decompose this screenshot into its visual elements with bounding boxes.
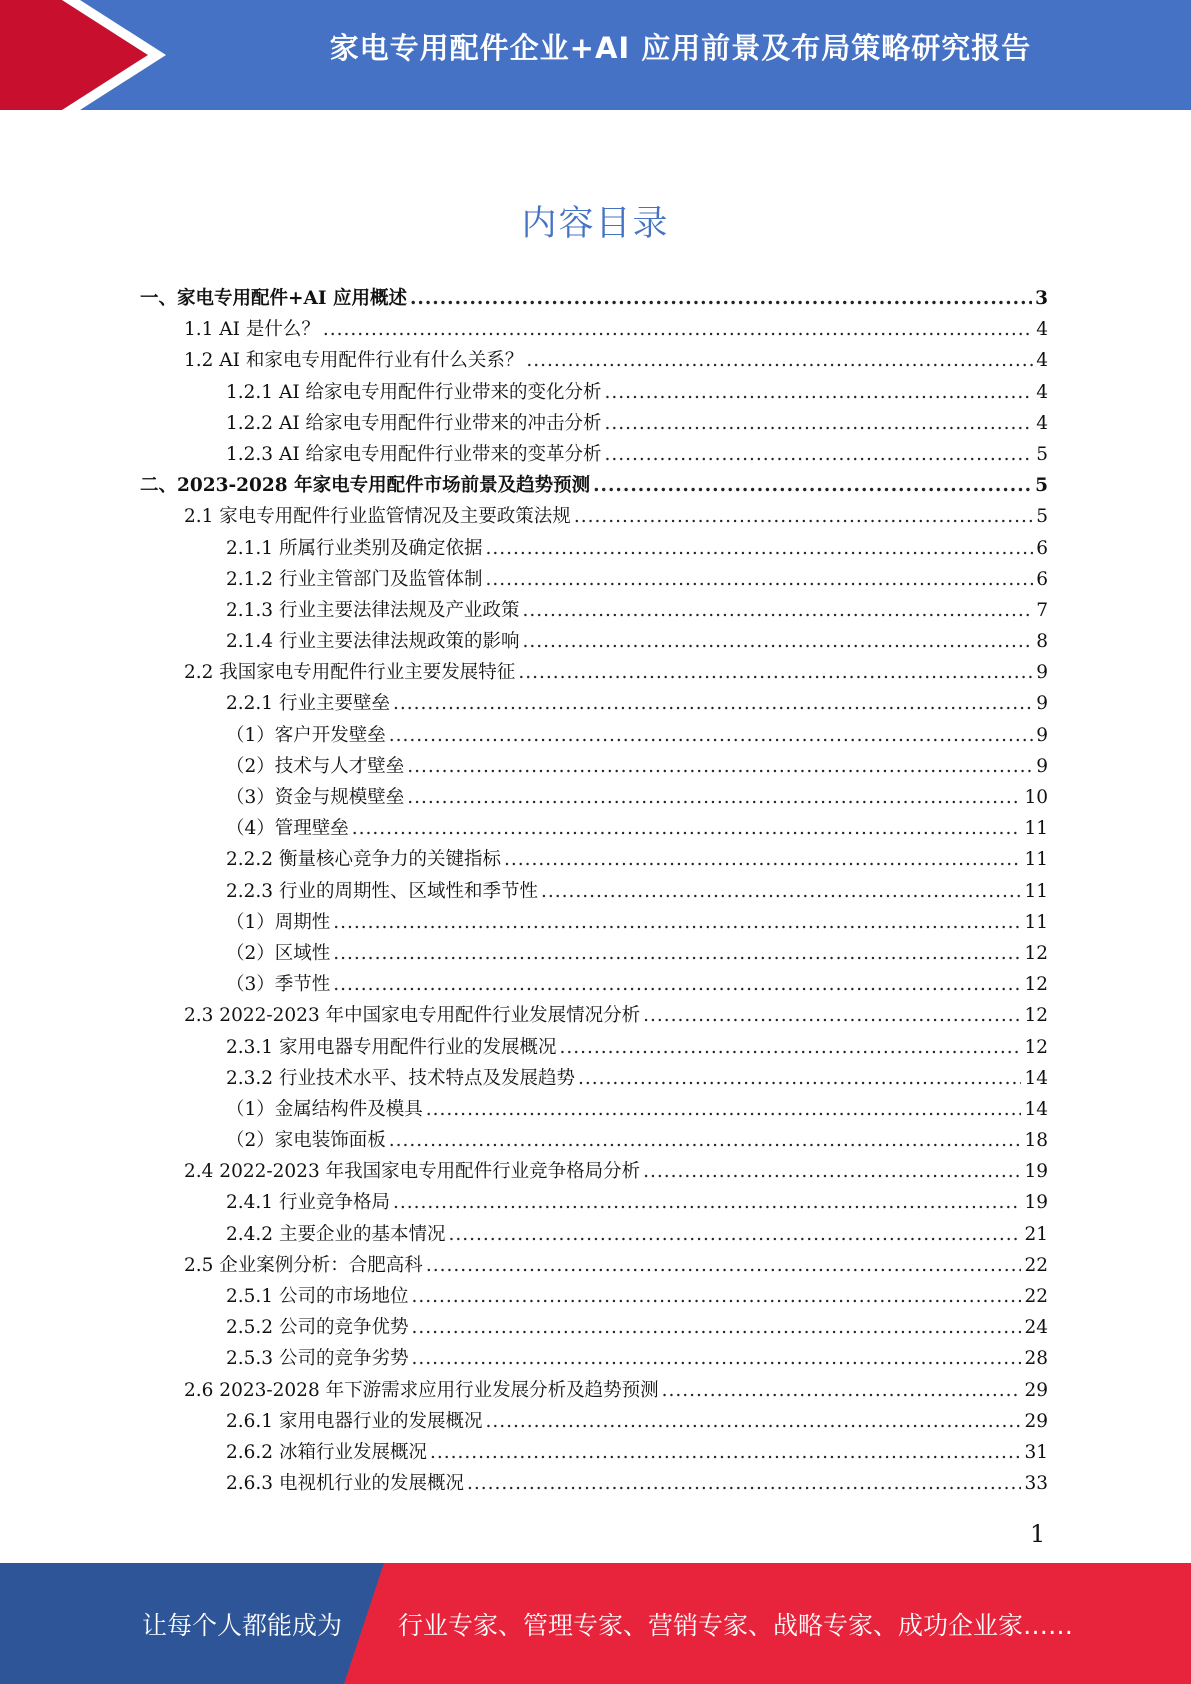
toc-entry-page: 19 xyxy=(1024,1161,1048,1183)
toc-dot-leader xyxy=(389,1130,1022,1151)
toc-entry[interactable] xyxy=(140,1033,1048,1064)
toc-dot-leader xyxy=(605,444,1034,465)
toc-entry[interactable] xyxy=(140,1251,1048,1282)
toc-entry-title: （4）管理壁垒 xyxy=(226,818,349,840)
toc-entry-title: 2.5 企业案例分析：合肥高科 xyxy=(184,1254,423,1276)
toc-entry-title: （1）周期性 xyxy=(226,911,331,933)
report-title: 家电专用配件企业+AI 应用前景及布局策略研究报告 xyxy=(329,31,1032,65)
toc-entry-page: 5 xyxy=(1036,443,1048,465)
toc-dot-leader xyxy=(541,881,1021,902)
toc-entry-title: 二、2023-2028 年家电专用配件市场前景及趋势预测 xyxy=(140,475,591,497)
toc-entry-page: 9 xyxy=(1036,662,1048,684)
toc-entry-title: 1.2 AI 和家电专用配件行业有什么关系？ xyxy=(184,350,524,372)
toc-dot-leader xyxy=(526,350,1033,371)
toc-entry[interactable] xyxy=(140,440,1048,471)
toc-dot-leader xyxy=(574,506,1033,527)
toc-entry[interactable] xyxy=(140,471,1048,502)
toc-entry-page: 11 xyxy=(1024,911,1048,933)
toc-entry-page: 9 xyxy=(1036,755,1048,777)
toc-entry[interactable] xyxy=(140,1064,1048,1095)
toc-entry-page: 4 xyxy=(1036,319,1048,341)
toc-dot-leader xyxy=(522,600,1033,621)
toc-entry-title: 2.4.2 主要企业的基本情况 xyxy=(226,1223,446,1245)
toc-entry-page: 5 xyxy=(1036,506,1048,528)
toc-dot-leader xyxy=(333,912,1021,933)
toc-entry-title: 2.2.2 衡量核心竞争力的关键指标 xyxy=(226,849,501,871)
toc-entry-title: 2.6.1 家用电器行业的发展概况 xyxy=(226,1410,483,1432)
toc-entry-title: 2.3.2 行业技术水平、技术特点及发展趋势 xyxy=(226,1067,575,1089)
toc-entry-title: 2.1.1 所属行业类别及确定依据 xyxy=(226,537,483,559)
toc-dot-leader xyxy=(411,1317,1021,1338)
toc-entry-page: 11 xyxy=(1024,849,1048,871)
toc-dot-leader xyxy=(485,1411,1021,1432)
toc-entry-page: 4 xyxy=(1036,412,1048,434)
toc-entry-page: 22 xyxy=(1024,1254,1048,1276)
toc-entry-page: 4 xyxy=(1036,381,1048,403)
toc-entry-page: 9 xyxy=(1036,693,1048,715)
toc-entry-page: 12 xyxy=(1024,1005,1048,1027)
toc-entry[interactable] xyxy=(140,1376,1048,1407)
toc-entry-page: 11 xyxy=(1024,880,1048,902)
toc-entry[interactable] xyxy=(140,346,1048,377)
toc-dot-leader xyxy=(426,1099,1022,1120)
toc-entry[interactable] xyxy=(140,1157,1048,1188)
toc-entry-title: 1.1 AI 是什么？ xyxy=(184,319,320,341)
toc-dot-leader xyxy=(593,475,1032,496)
toc-entry-page: 22 xyxy=(1024,1286,1048,1307)
footer-banner xyxy=(0,1563,1191,1684)
toc-entry-page: 33 xyxy=(1024,1473,1048,1495)
toc-entry-page: 7 xyxy=(1036,599,1048,621)
toc-entry[interactable] xyxy=(140,1126,1048,1157)
toc-entry-page: 12 xyxy=(1024,942,1048,964)
toc-entry-page: 29 xyxy=(1024,1410,1048,1432)
toc-dot-leader xyxy=(643,1005,1021,1026)
toc-dot-leader xyxy=(643,1161,1021,1182)
toc-entry-page: 24 xyxy=(1024,1317,1048,1339)
toc-entry-page: 31 xyxy=(1024,1441,1048,1463)
toc-entry[interactable] xyxy=(140,565,1048,596)
toc-entry[interactable] xyxy=(140,1438,1048,1469)
toc-dot-leader xyxy=(518,662,1033,683)
toc-entry[interactable] xyxy=(140,596,1048,627)
toc-dot-leader xyxy=(430,1442,1021,1463)
toc-entry-title: 2.5.1 公司的市场地位 xyxy=(226,1286,409,1307)
toc-dot-leader xyxy=(578,1068,1021,1089)
toc-entry[interactable] xyxy=(140,1188,1048,1219)
toc-entry-page: 14 xyxy=(1024,1098,1048,1120)
toc-dot-leader xyxy=(407,756,1033,777)
toc-entry[interactable] xyxy=(140,814,1048,845)
toc-entry-title: 2.6 2023-2028 年下游需求应用行业发展分析及趋势预测 xyxy=(184,1379,659,1401)
toc-entry[interactable] xyxy=(140,409,1048,440)
toc-dot-leader xyxy=(467,1473,1021,1494)
toc-entry-title: 一、家电专用配件+AI 应用概述 xyxy=(140,288,407,309)
toc-entry-page: 18 xyxy=(1024,1130,1048,1152)
toc-entry-title: （2）技术与人才壁垒 xyxy=(226,755,405,777)
toc-entry-page: 11 xyxy=(1024,818,1048,840)
toc-entry-title: 2.1 家电专用配件行业监管情况及主要政策法规 xyxy=(184,506,571,528)
toc-entry-title: 2.2 我国家电专用配件行业主要发展特征 xyxy=(184,662,516,684)
toc-dot-leader xyxy=(605,413,1034,434)
toc-entry[interactable] xyxy=(140,284,1048,315)
toc-entry-title: （1）金属结构件及模具 xyxy=(226,1098,423,1120)
toc-entry-title: 2.2.3 行业的周期性、区域性和季节性 xyxy=(226,880,538,902)
toc-entry-title: 2.5.2 公司的竞争优势 xyxy=(226,1317,409,1339)
toc-entry[interactable] xyxy=(140,939,1048,970)
toc-entry-page: 9 xyxy=(1036,724,1048,746)
toc-entry[interactable] xyxy=(140,534,1048,565)
toc-dot-leader xyxy=(485,569,1033,590)
toc-entry-title: 2.3 2022-2023 年中国家电专用配件行业发展情况分析 xyxy=(184,1005,641,1027)
toc-entry-page: 28 xyxy=(1024,1348,1048,1370)
toc-entry-title: （3）季节性 xyxy=(226,974,331,996)
toc-dot-leader xyxy=(559,1037,1021,1058)
toc-entry-title: 2.6.2 冰箱行业发展概况 xyxy=(226,1441,427,1463)
toc-entry-title: 2.1.2 行业主管部门及监管体制 xyxy=(226,568,483,590)
toc-entry-page: 19 xyxy=(1024,1192,1048,1214)
toc-dot-leader xyxy=(333,943,1021,964)
toc-entry-page: 14 xyxy=(1024,1067,1048,1089)
page-number: 1 xyxy=(1030,1520,1046,1548)
toc-entry-title: 2.5.3 公司的竞争劣势 xyxy=(226,1348,409,1370)
toc-entry[interactable] xyxy=(140,502,1048,533)
toc-dot-leader xyxy=(393,1192,1021,1213)
toc-dot-leader xyxy=(410,288,1032,309)
toc-dot-leader xyxy=(662,1380,1022,1401)
toc-entry-title: 2.6.3 电视机行业的发展概况 xyxy=(226,1473,464,1495)
toc-dot-leader xyxy=(522,631,1033,652)
footer-slogan-left: 让每个人都能成为 xyxy=(142,1611,343,1640)
toc-entry-title: （3）资金与规模壁垒 xyxy=(226,787,405,808)
toc-entry-title: （2）区域性 xyxy=(226,942,331,964)
toc-dot-leader xyxy=(411,1348,1021,1369)
toc-entry[interactable] xyxy=(140,877,1048,908)
toc-entry[interactable] xyxy=(140,783,1048,814)
toc-entry-page: 10 xyxy=(1024,787,1048,808)
toc-entry[interactable] xyxy=(140,315,1048,346)
toc-entry[interactable] xyxy=(140,721,1048,752)
toc-entry-title: 2.1.4 行业主要法律法规政策的影响 xyxy=(226,631,520,653)
toc-entry[interactable] xyxy=(140,1469,1048,1500)
toc-entry[interactable] xyxy=(140,1095,1048,1126)
table-of-contents xyxy=(140,284,1048,1500)
toc-entry-title: 2.4.1 行业竞争格局 xyxy=(226,1192,390,1214)
toc-dot-leader xyxy=(352,818,1022,839)
toc-entry[interactable] xyxy=(140,627,1048,658)
toc-entry-page: 6 xyxy=(1036,537,1048,559)
toc-entry[interactable] xyxy=(140,1407,1048,1438)
toc-entry-page: 29 xyxy=(1024,1379,1048,1401)
toc-entry[interactable] xyxy=(140,658,1048,689)
toc-entry[interactable] xyxy=(140,1220,1048,1251)
toc-entry-page: 4 xyxy=(1036,350,1048,372)
toc-entry-title: （2）家电装饰面板 xyxy=(226,1130,386,1152)
toc-entry[interactable] xyxy=(140,1344,1048,1375)
toc-heading: 内容目录 xyxy=(521,204,670,244)
toc-entry-page: 3 xyxy=(1035,288,1048,309)
toc-entry[interactable] xyxy=(140,845,1048,876)
toc-entry[interactable] xyxy=(140,1313,1048,1344)
toc-entry-title: 2.1.3 行业主要法律法规及产业政策 xyxy=(226,599,520,621)
toc-entry[interactable] xyxy=(140,908,1048,939)
toc-entry-title: 1.2.1 AI 给家电专用配件行业带来的变化分析 xyxy=(226,381,602,403)
toc-entry-page: 6 xyxy=(1036,568,1048,590)
toc-entry-title: 2.2.1 行业主要壁垒 xyxy=(226,693,390,715)
toc-entry-title: （1）客户开发壁垒 xyxy=(226,724,386,746)
toc-entry-title: 2.4 2022-2023 年我国家电专用配件行业竞争格局分析 xyxy=(184,1161,641,1183)
toc-dot-leader xyxy=(333,974,1021,995)
toc-entry[interactable] xyxy=(140,689,1048,720)
toc-entry-page: 5 xyxy=(1035,475,1048,497)
toc-entry-title: 1.2.2 AI 给家电专用配件行业带来的冲击分析 xyxy=(226,412,602,434)
toc-entry[interactable] xyxy=(140,378,1048,409)
toc-dot-leader xyxy=(426,1255,1022,1276)
footer-slogan-right: 行业专家、管理专家、营销专家、战略专家、成功企业家…… xyxy=(398,1611,1074,1640)
toc-dot-leader xyxy=(323,319,1033,340)
header-banner xyxy=(0,0,1191,110)
toc-entry[interactable] xyxy=(140,1282,1048,1313)
toc-dot-leader xyxy=(448,1224,1021,1245)
toc-dot-leader xyxy=(504,849,1021,870)
toc-entry-page: 8 xyxy=(1036,631,1048,653)
toc-entry-title: 1.2.3 AI 给家电专用配件行业带来的变革分析 xyxy=(226,443,602,465)
toc-entry-page: 21 xyxy=(1024,1223,1048,1245)
toc-dot-leader xyxy=(411,1286,1021,1307)
toc-entry[interactable] xyxy=(140,1001,1048,1032)
toc-dot-leader xyxy=(389,725,1033,746)
toc-entry[interactable] xyxy=(140,970,1048,1001)
toc-dot-leader xyxy=(605,382,1034,403)
toc-entry-page: 12 xyxy=(1024,974,1048,996)
toc-dot-leader xyxy=(407,787,1021,808)
toc-dot-leader xyxy=(393,693,1033,714)
toc-dot-leader xyxy=(485,538,1033,559)
toc-entry[interactable] xyxy=(140,752,1048,783)
toc-entry-title: 2.3.1 家用电器专用配件行业的发展概况 xyxy=(226,1036,557,1058)
toc-entry-page: 12 xyxy=(1024,1036,1048,1058)
